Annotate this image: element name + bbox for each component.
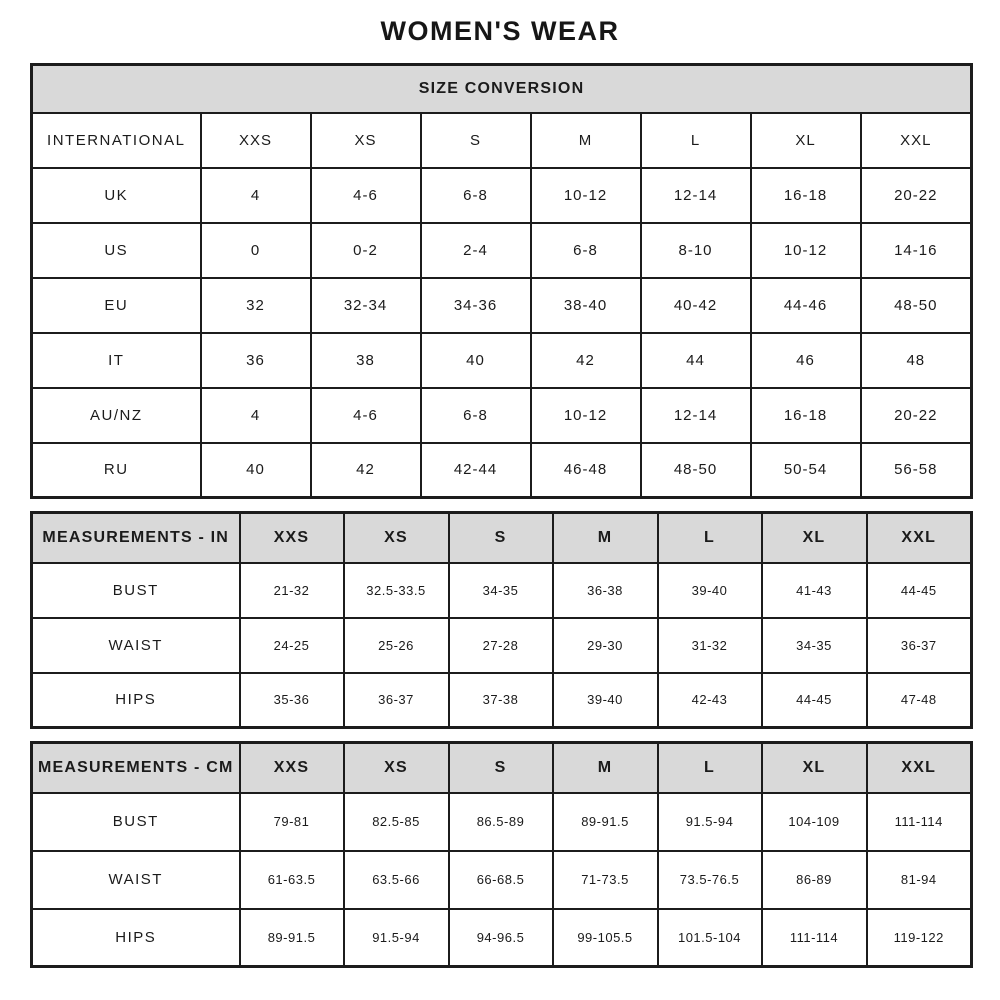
row-label-cell: INTERNATIONAL [32, 113, 201, 168]
value-cell: 82.5-85 [344, 793, 449, 851]
value-cell: 101.5-104 [658, 909, 762, 967]
table-row [32, 851, 972, 909]
table-row [32, 563, 972, 618]
value-cell: 56-58 [861, 443, 972, 498]
table-row [32, 333, 972, 388]
value-cell: 91.5-94 [344, 909, 449, 967]
size-header-cell: XL [751, 113, 861, 168]
value-cell: 0 [201, 223, 311, 278]
value-cell: 10-12 [751, 223, 861, 278]
table-row [32, 113, 972, 168]
size-header-cell: XS [344, 513, 449, 563]
value-cell: 63.5-66 [344, 851, 449, 909]
value-cell: 36-37 [344, 673, 449, 728]
measurements-in-table [30, 511, 973, 729]
value-cell: 32 [201, 278, 311, 333]
value-cell: 4-6 [311, 388, 421, 443]
value-cell: 44 [641, 333, 751, 388]
value-cell: 34-35 [449, 563, 553, 618]
value-cell: 16-18 [751, 388, 861, 443]
value-cell: 24-25 [240, 618, 344, 673]
table-title-cell: SIZE CONVERSION [32, 65, 972, 113]
value-cell: 71-73.5 [553, 851, 658, 909]
value-cell: 40-42 [641, 278, 751, 333]
value-cell: 66-68.5 [449, 851, 553, 909]
row-label-cell: HIPS [32, 909, 240, 967]
row-label-cell: IT [32, 333, 201, 388]
value-cell: 42-43 [658, 673, 762, 728]
table-row [32, 673, 972, 728]
size-header-cell: M [531, 113, 641, 168]
size-header-cell: XS [311, 113, 421, 168]
value-cell: 36-38 [553, 563, 658, 618]
table-row [32, 278, 972, 333]
value-cell: 99-105.5 [553, 909, 658, 967]
value-cell: 48 [861, 333, 972, 388]
size-header-cell: XL [762, 513, 867, 563]
size-header-cell: XXL [867, 513, 972, 563]
row-label-cell: EU [32, 278, 201, 333]
size-header-cell: L [658, 743, 762, 793]
value-cell: 34-36 [421, 278, 531, 333]
value-cell: 44-45 [867, 563, 972, 618]
value-cell: 89-91.5 [240, 909, 344, 967]
table-row [32, 443, 972, 498]
value-cell: 61-63.5 [240, 851, 344, 909]
row-label-cell: HIPS [32, 673, 240, 728]
table-row [32, 388, 972, 443]
value-cell: 44-46 [751, 278, 861, 333]
row-label-cell: BUST [32, 563, 240, 618]
value-cell: 91.5-94 [658, 793, 762, 851]
value-cell: 42-44 [421, 443, 531, 498]
value-cell: 46 [751, 333, 861, 388]
size-header-cell: M [553, 743, 658, 793]
value-cell: 4-6 [311, 168, 421, 223]
value-cell: 8-10 [641, 223, 751, 278]
size-header-cell: S [449, 743, 553, 793]
value-cell: 36 [201, 333, 311, 388]
row-label-cell: WAIST [32, 618, 240, 673]
table-row [32, 793, 972, 851]
table-row [32, 223, 972, 278]
value-cell: 47-48 [867, 673, 972, 728]
value-cell: 35-36 [240, 673, 344, 728]
value-cell: 37-38 [449, 673, 553, 728]
value-cell: 40 [421, 333, 531, 388]
value-cell: 25-26 [344, 618, 449, 673]
value-cell: 38-40 [531, 278, 641, 333]
table-title-cell: MEASUREMENTS - CM [32, 743, 240, 793]
measurements-cm-table [30, 741, 973, 968]
value-cell: 4 [201, 168, 311, 223]
page-title: WOMEN'S WEAR [380, 16, 620, 46]
value-cell: 0-2 [311, 223, 421, 278]
row-label-cell: UK [32, 168, 201, 223]
value-cell: 79-81 [240, 793, 344, 851]
row-label-cell: AU/NZ [32, 388, 201, 443]
size-header-cell: M [553, 513, 658, 563]
value-cell: 10-12 [531, 388, 641, 443]
value-cell: 32.5-33.5 [344, 563, 449, 618]
table-header-row [32, 513, 972, 563]
value-cell: 12-14 [641, 168, 751, 223]
value-cell: 20-22 [861, 168, 972, 223]
value-cell: 29-30 [553, 618, 658, 673]
value-cell: 6-8 [421, 168, 531, 223]
value-cell: 20-22 [861, 388, 972, 443]
size-header-cell: L [658, 513, 762, 563]
value-cell: 27-28 [449, 618, 553, 673]
value-cell: 111-114 [867, 793, 972, 851]
row-label-cell: WAIST [32, 851, 240, 909]
row-label-cell: BUST [32, 793, 240, 851]
value-cell: 46-48 [531, 443, 641, 498]
value-cell: 6-8 [531, 223, 641, 278]
value-cell: 104-109 [762, 793, 867, 851]
size-header-cell: XXS [240, 743, 344, 793]
size-header-cell: S [449, 513, 553, 563]
table-header-row [32, 65, 972, 113]
value-cell: 39-40 [553, 673, 658, 728]
value-cell: 16-18 [751, 168, 861, 223]
size-header-cell: XXS [201, 113, 311, 168]
value-cell: 31-32 [658, 618, 762, 673]
size-header-cell: XS [344, 743, 449, 793]
value-cell: 34-35 [762, 618, 867, 673]
value-cell: 111-114 [762, 909, 867, 967]
value-cell: 86.5-89 [449, 793, 553, 851]
value-cell: 48-50 [641, 443, 751, 498]
size-header-cell: XXS [240, 513, 344, 563]
table-title-cell: MEASUREMENTS - IN [32, 513, 240, 563]
row-label-cell: RU [32, 443, 201, 498]
value-cell: 39-40 [658, 563, 762, 618]
value-cell: 10-12 [531, 168, 641, 223]
value-cell: 14-16 [861, 223, 972, 278]
value-cell: 42 [311, 443, 421, 498]
value-cell: 40 [201, 443, 311, 498]
value-cell: 81-94 [867, 851, 972, 909]
row-label-cell: US [32, 223, 201, 278]
value-cell: 48-50 [861, 278, 972, 333]
table-row [32, 909, 972, 967]
size-header-cell: XL [762, 743, 867, 793]
value-cell: 86-89 [762, 851, 867, 909]
value-cell: 119-122 [867, 909, 972, 967]
value-cell: 6-8 [421, 388, 531, 443]
value-cell: 44-45 [762, 673, 867, 728]
value-cell: 42 [531, 333, 641, 388]
table-row [32, 618, 972, 673]
size-header-cell: XXL [861, 113, 972, 168]
value-cell: 73.5-76.5 [658, 851, 762, 909]
size-header-cell: XXL [867, 743, 972, 793]
value-cell: 38 [311, 333, 421, 388]
value-cell: 89-91.5 [553, 793, 658, 851]
size-header-cell: S [421, 113, 531, 168]
size-header-cell: L [641, 113, 751, 168]
table-header-row [32, 743, 972, 793]
size-conversion-table [30, 63, 973, 499]
value-cell: 94-96.5 [449, 909, 553, 967]
table-row [32, 168, 972, 223]
value-cell: 32-34 [311, 278, 421, 333]
value-cell: 36-37 [867, 618, 972, 673]
value-cell: 21-32 [240, 563, 344, 618]
value-cell: 50-54 [751, 443, 861, 498]
value-cell: 4 [201, 388, 311, 443]
value-cell: 41-43 [762, 563, 867, 618]
value-cell: 12-14 [641, 388, 751, 443]
value-cell: 2-4 [421, 223, 531, 278]
